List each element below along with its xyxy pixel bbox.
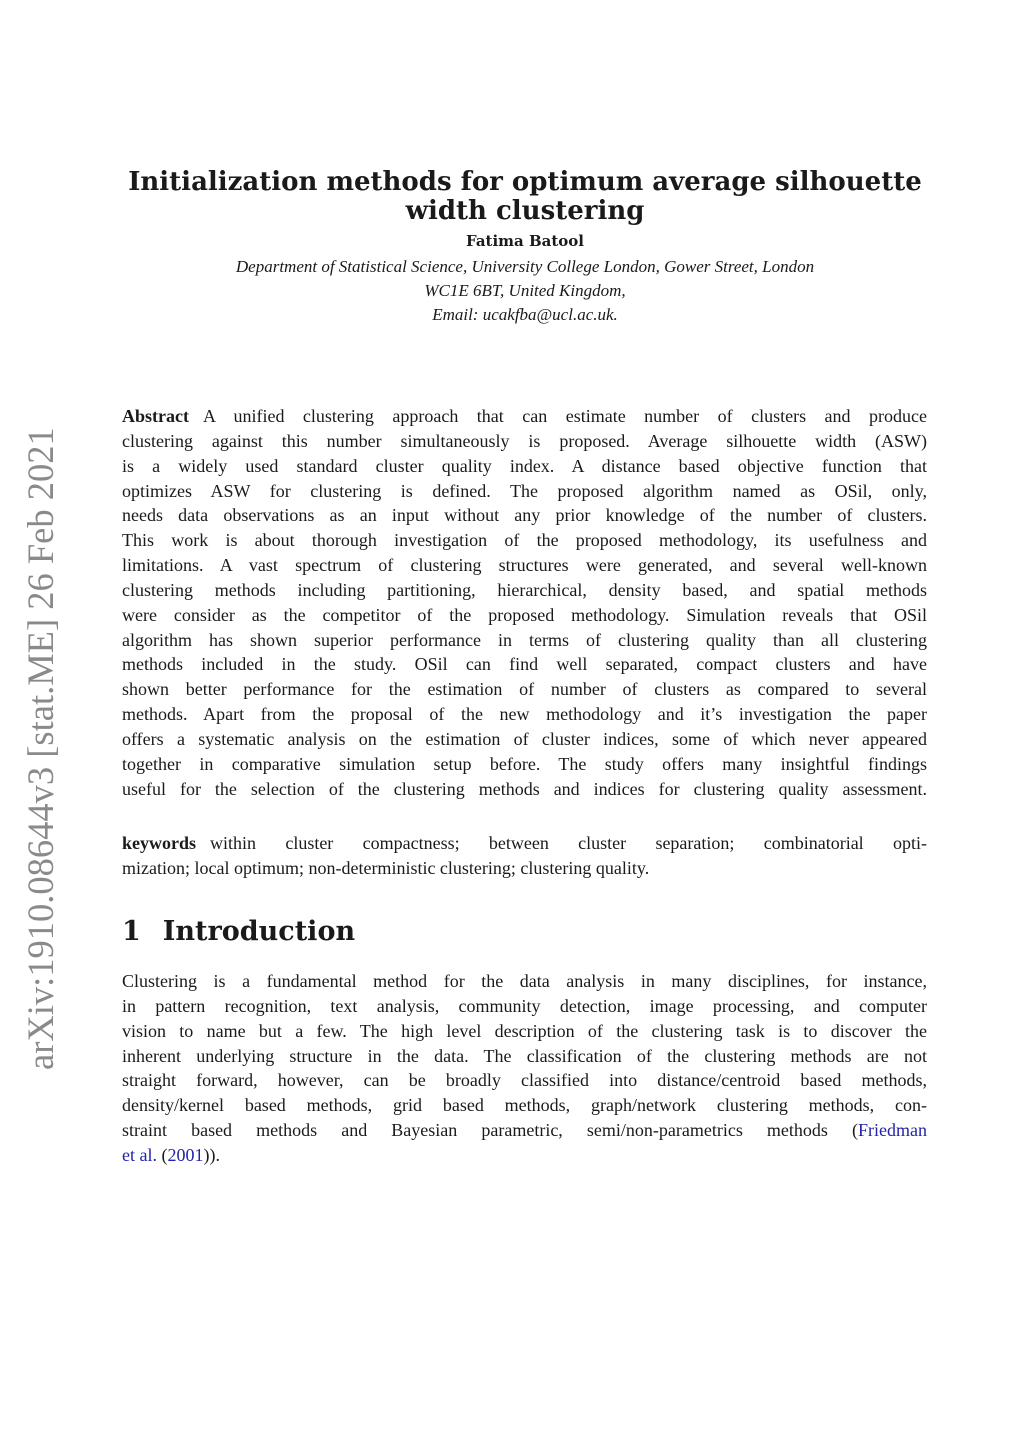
section-number: 1: [122, 916, 141, 947]
abstract-line: This work is about thorough investigation of the proposed methodology, its usefulness and: [122, 530, 927, 551]
affiliation-line: WC1E 6BT, United Kingdom,: [424, 281, 626, 300]
citation-link-year[interactable]: 2001: [167, 1144, 204, 1165]
keywords-line: keywords within cluster compactness; between cluster separation; combinatorial opti-: [122, 833, 927, 853]
abstract-line: useful for the selection of the clustering methods and indices for clustering quality assessment.: [122, 778, 927, 799]
intro-paragraph: [122, 969, 927, 1168]
abstract-line: offers a systematic analysis on the estimation of cluster indices, some of which never appeared: [122, 728, 927, 749]
abstract-line: shown better performance for the estimation of number of clusters as compared to several: [122, 679, 927, 700]
abstract-line: clustering methods including partitioning, hierarchical, density based, and spatial methods: [122, 579, 927, 600]
author-affiliation: [140, 255, 910, 327]
abstract-line: algorithm has shown superior performance in terms of clustering quality than all clustering: [122, 629, 927, 650]
title-line: Initialization methods for optimum average silhouette: [128, 167, 922, 197]
abstract-heading: Abstract: [122, 406, 189, 426]
abstract-line: clustering against this number simultaneously is proposed. Average silhouette width (ASW): [122, 430, 927, 451]
intro-line: density/kernel based methods, grid based methods, graph/network clustering methods, con-: [122, 1095, 927, 1116]
abstract: [122, 404, 927, 802]
title-line: width clustering: [405, 196, 645, 226]
keywords-heading: keywords: [122, 833, 197, 853]
affiliation-line: Department of Statistical Science, University College London, Gower Street, London: [235, 257, 815, 276]
intro-line: straight forward, however, can be broadly classified into distance/centroid based methods,: [122, 1070, 927, 1091]
keywords: [122, 831, 927, 881]
keywords-line: mization; local optimum; non-deterministic clustering; clustering quality.: [122, 857, 650, 878]
section-heading: [122, 914, 355, 950]
intro-line: et al. (2001)).: [122, 1144, 220, 1165]
abstract-line: optimizes ASW for clustering is defined. The proposed algorithm named as OSil, only,: [122, 480, 927, 501]
affiliation-email: Email: ucakfba@ucl.ac.uk.: [432, 305, 618, 324]
abstract-line: together in comparative simulation setup before. The study offers many insightful findings: [122, 753, 927, 774]
intro-line: vision to name but a few. The high level description of the clustering task is to discover the: [122, 1020, 927, 1041]
author-name: Fatima Batool: [465, 232, 585, 250]
abstract-line: limitations. A vast spectrum of clustering structures were generated, and several well-known: [122, 555, 927, 576]
intro-line: Clustering is a fundamental method for the data analysis in many disciplines, for instance,: [122, 971, 927, 991]
abstract-line: is a widely used standard cluster quality index. A distance based objective function that: [122, 455, 927, 476]
paper-title: [100, 168, 950, 226]
intro-line: in pattern recognition, text analysis, community detection, image processing, and computer: [122, 995, 927, 1016]
intro-line: straint based methods and Bayesian parametric, semi/non-parametrics methods (Friedman: [122, 1120, 927, 1141]
intro-line: inherent underlying structure in the data. The classification of the clustering methods are not: [122, 1045, 927, 1066]
arxiv-identifier: arXiv:1910.08644v3 [stat.ME] 26 Feb 2021: [20, 427, 61, 1070]
section-title: Introduction: [162, 916, 356, 947]
citation-link-author[interactable]: Friedman: [858, 1120, 927, 1141]
abstract-line: methods included in the study. OSil can find well separated, compact clusters and have: [122, 654, 927, 675]
abstract-line: were consider as the competitor of the proposed methodology. Simulation reveals that OSil: [122, 604, 927, 625]
abstract-line: needs data observations as an input without any prior knowledge of the number of clusters.: [122, 505, 927, 526]
citation-link-etal[interactable]: et al.: [122, 1144, 157, 1165]
abstract-line: methods. Apart from the proposal of the new methodology and it’s investigation the paper: [122, 704, 927, 725]
abstract-line: Abstract A unified clustering approach that can estimate number of clusters and produce: [122, 406, 927, 426]
